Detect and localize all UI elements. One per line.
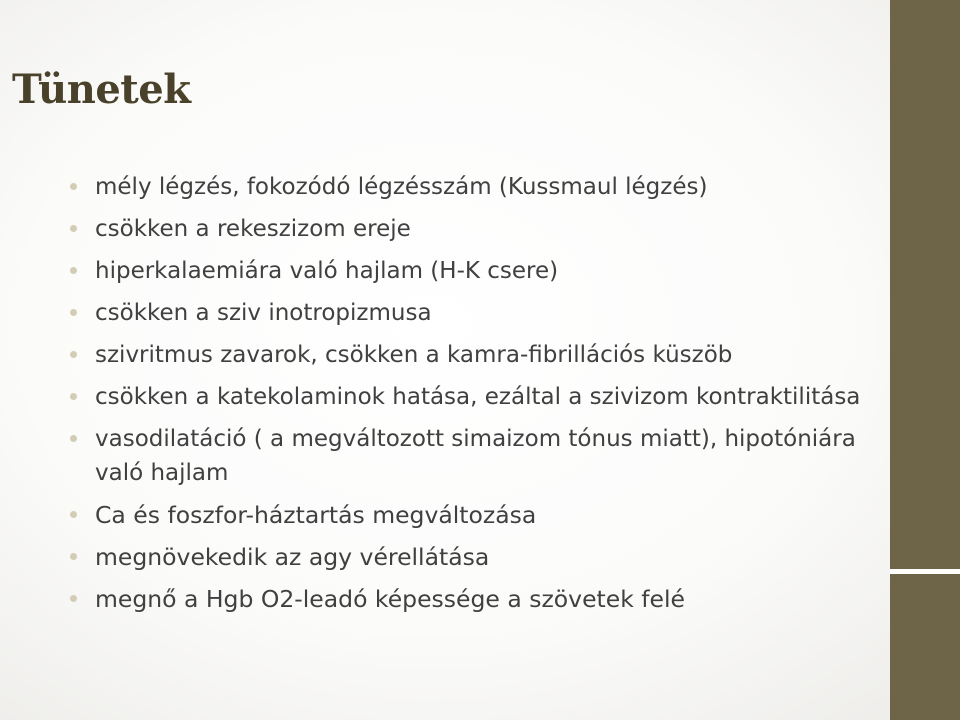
bullet-dot-icon [70,393,77,400]
bullet-text: mély légzés, fokozódó légzésszám (Kussmaul légzés) [95,174,708,200]
bullet-dot-icon [70,435,77,442]
bullet-text: szivritmus zavarok, csökken a kamra-fibrillációs küszöb [95,342,733,368]
bullet-item [70,254,870,288]
bullet-dot-icon [70,351,77,358]
bullet-text: csökken a sziv inotropizmusa [95,300,432,326]
bullet-text: csökken a katekolaminok hatása, ezáltal a szivizom kontraktilitása [95,384,861,410]
bullet-item [70,380,870,414]
accent-bar-divider [890,569,960,574]
bullet-dot-icon [70,511,77,518]
right-accent-bar [890,0,960,720]
bullet-text: csökken a rekeszizom ereje [95,216,411,242]
bullet-text: megnő a Hgb O2-leadó képessége a szövetek felé [95,585,685,613]
bullet-dot-icon [70,183,77,190]
bullet-text: vasodilatáció ( a megváltozott simaizom tónus miatt), hipotóniára való hajlam [95,426,856,486]
bullet-item [70,582,870,616]
bullet-dot-icon [70,595,77,602]
slide-title: Tünetek [12,66,191,113]
bullet-text: Ca és foszfor-háztartás megváltozása [95,501,537,529]
bullet-text: hiperkalaemiára való hajlam (H-K csere) [95,258,559,284]
bullet-item [70,498,870,532]
bullet-dot-icon [70,225,77,232]
bullet-dot-icon [70,553,77,560]
bullet-item [70,170,870,204]
bullet-item [70,422,870,490]
bullet-item [70,296,870,330]
bullet-dot-icon [70,267,77,274]
bullet-text: megnövekedik az agy vérellátása [95,543,490,571]
bullet-item [70,212,870,246]
bullet-item [70,540,870,574]
bullet-item [70,338,870,372]
bullet-list [70,170,870,624]
bullet-dot-icon [70,309,77,316]
